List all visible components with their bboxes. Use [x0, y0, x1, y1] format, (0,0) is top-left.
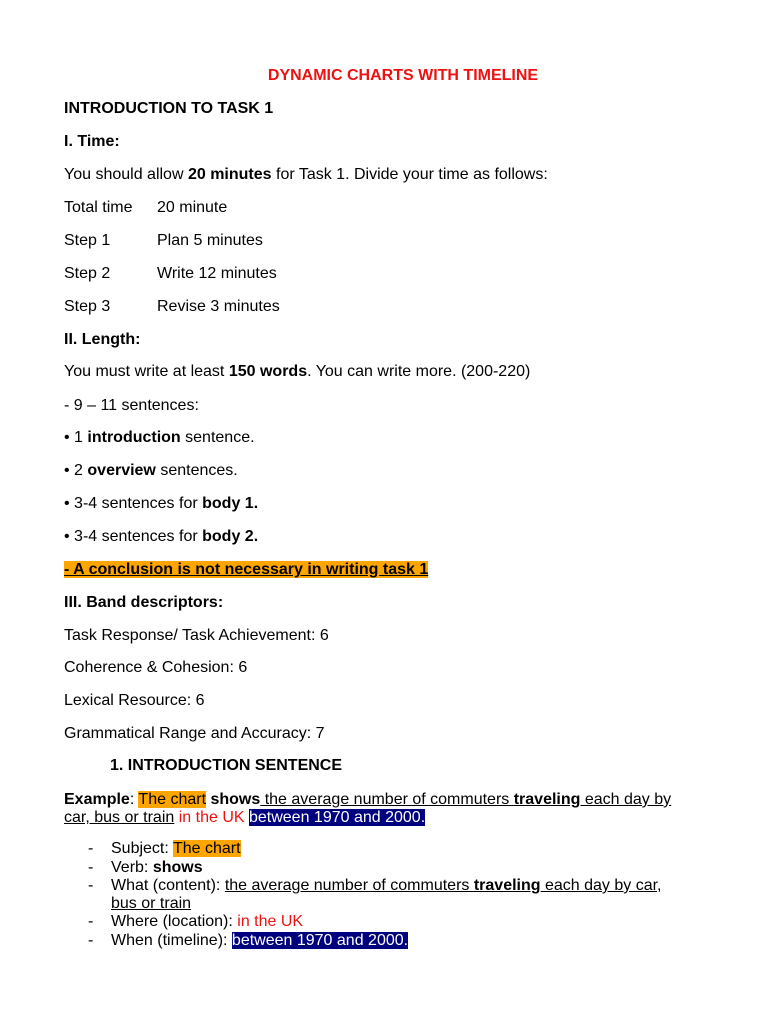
length-bullet [64, 494, 258, 514]
time-row-value: Write 12 minutes [157, 265, 277, 282]
bullet-keyword: overview [87, 462, 156, 479]
list-what-bold: traveling [473, 877, 541, 894]
list-label: What (content): [111, 877, 225, 894]
example-label: Example [64, 791, 130, 808]
list-label: Subject: [111, 840, 173, 857]
list-label: Verb: [111, 859, 153, 876]
sentences-count: - 9 – 11 sentences: [64, 397, 199, 414]
word-count: 150 words [228, 363, 308, 380]
band-item: Task Response/ Task Achievement: 6 [64, 627, 329, 644]
bullet-keyword: body 1. [202, 495, 259, 512]
list-dash: - [88, 877, 94, 894]
list-label: When (timeline): [111, 932, 232, 949]
text-run: sentences. [155, 462, 238, 479]
list-item [111, 932, 408, 950]
text-run: . You can write more. (200-220) [307, 363, 531, 380]
list-item-continuation [111, 895, 191, 913]
band-heading: III. Band descriptors: [64, 594, 224, 611]
band-item: Lexical Resource: 6 [64, 692, 205, 709]
time-row-label: Total time [64, 199, 133, 216]
length-sentence [64, 362, 530, 382]
text-run: : [129, 791, 139, 808]
list-what-value: each day by car, [540, 877, 662, 894]
example-what: the average number of commuters [260, 791, 514, 808]
list-what-value: the average number of commuters [224, 877, 474, 894]
band-item: Grammatical Range and Accuracy: 7 [64, 725, 325, 742]
length-bullet [64, 428, 255, 448]
example-verb: shows [210, 791, 261, 808]
time-row-label: Step 3 [64, 298, 111, 315]
time-heading: I. Time: [64, 133, 120, 150]
list-item [111, 859, 203, 877]
text-run: sentence. [180, 429, 255, 446]
list-dash: - [88, 840, 94, 857]
bullet-keyword: body 2. [202, 528, 259, 545]
example-when: between 1970 and 2000. [248, 809, 426, 826]
example-line-1 [64, 790, 671, 810]
length-heading: II. Length: [64, 331, 141, 348]
time-row [64, 297, 280, 317]
time-row [64, 198, 227, 218]
time-row-value: Revise 3 minutes [157, 298, 280, 315]
list-item [111, 877, 662, 895]
time-row [64, 264, 277, 284]
intro-heading: INTRODUCTION TO TASK 1 [64, 100, 274, 117]
conclusion-note-line [64, 560, 428, 580]
text-run: for Task 1. Divide your time as follows: [271, 166, 548, 183]
list-dash: - [88, 913, 94, 930]
text-run: • 3-4 sentences for [64, 528, 203, 545]
list-label: Where (location): [111, 913, 238, 930]
time-row [64, 231, 263, 251]
list-dash: - [88, 859, 94, 876]
example-what-bold: traveling [513, 791, 581, 808]
text-run: • 3-4 sentences for [64, 495, 203, 512]
text-run: • 2 [64, 462, 88, 479]
list-item [111, 913, 303, 931]
list-what-value: bus or train [111, 895, 192, 912]
time-row-label: Step 1 [64, 232, 111, 249]
length-bullet [64, 527, 258, 547]
example-where: in the UK [174, 809, 249, 826]
time-row-value: Plan 5 minutes [157, 232, 263, 249]
document-title: DYNAMIC CHARTS WITH TIMELINE [267, 67, 539, 84]
example-what: each day by [580, 791, 672, 808]
bullet-keyword: introduction [87, 429, 181, 446]
list-verb-value: shows [152, 859, 203, 876]
list-subject-value: The chart [172, 840, 241, 857]
length-bullet [64, 461, 238, 481]
section-heading: 1. INTRODUCTION SENTENCE [110, 757, 343, 774]
example-line-2 [64, 808, 425, 828]
example-what: car, bus or train [64, 809, 175, 826]
text-run: • 1 [64, 429, 88, 446]
text-run: You must write at least [64, 363, 229, 380]
example-subject: The chart [138, 791, 207, 808]
time-amount: 20 minutes [187, 166, 272, 183]
text-run: You should allow [64, 166, 188, 183]
list-dash: - [88, 932, 94, 949]
band-item: Coherence & Cohesion: 6 [64, 659, 248, 676]
list-when-value: between 1970 and 2000. [231, 932, 409, 949]
list-where-value: in the UK [237, 913, 304, 930]
time-row-value: 20 minute [157, 199, 228, 216]
list-item [111, 840, 241, 858]
time-row-label: Step 2 [64, 265, 111, 282]
conclusion-note: - A conclusion is not necessary in writing task 1 [64, 561, 429, 578]
time-sentence [64, 165, 548, 185]
